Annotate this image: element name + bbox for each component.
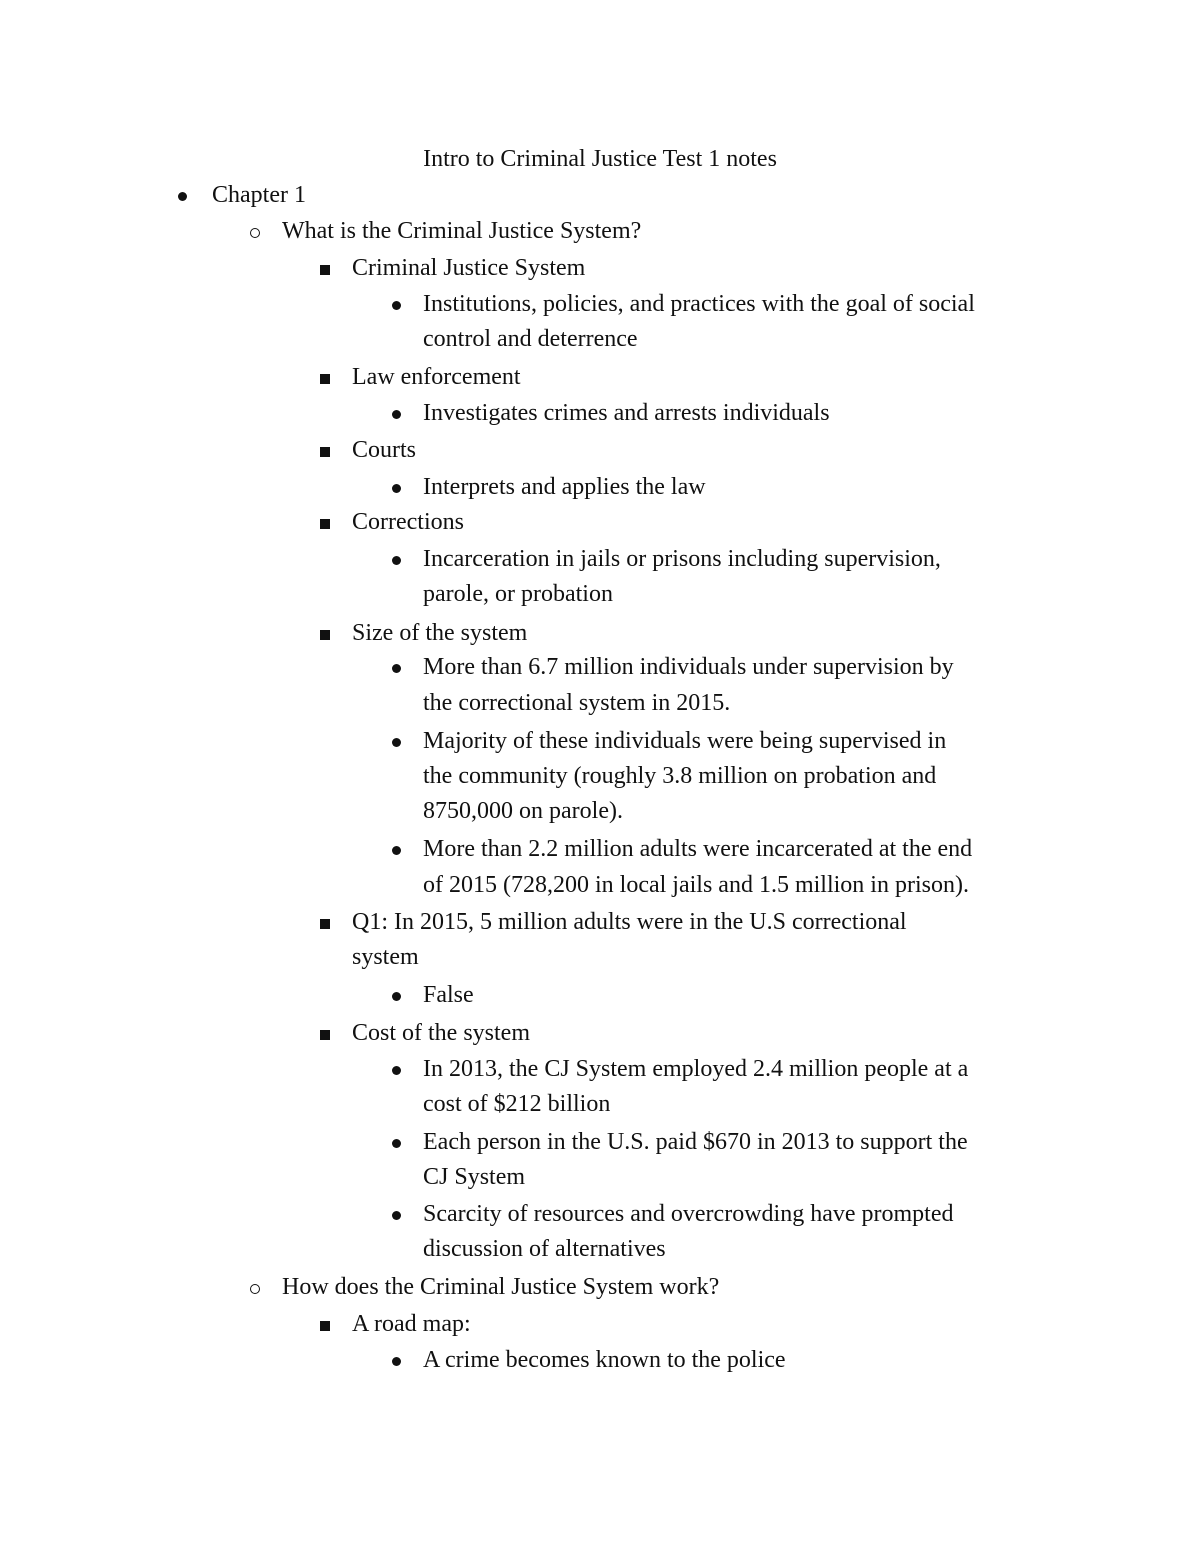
square-bullet-icon	[320, 630, 330, 640]
list-item-detail: Each person in the U.S. paid $670 in 2013 to support the	[423, 1129, 968, 1155]
list-item-detail: Majority of these individuals were being supervised in	[423, 728, 947, 754]
filled-circle-bullet-icon	[392, 738, 401, 747]
square-bullet-icon	[320, 519, 330, 529]
square-bullet-icon	[320, 447, 330, 457]
document-title: Intro to Criminal Justice Test 1 notes	[423, 146, 777, 172]
hollow-circle-bullet-icon	[250, 228, 260, 238]
list-item: Cost of the system	[352, 1020, 530, 1046]
filled-circle-bullet-icon	[392, 484, 401, 493]
list-item-detail: 8750,000 on parole).	[423, 798, 623, 824]
filled-circle-bullet-icon	[392, 992, 401, 1001]
list-item-detail: CJ System	[423, 1164, 526, 1190]
list-item-detail: More than 2.2 million adults were incarcerated at the end	[423, 836, 973, 862]
list-item-detail: Investigates crimes and arrests individuals	[423, 400, 830, 426]
list-item-detail: False	[423, 982, 474, 1008]
filled-circle-bullet-icon	[392, 1211, 401, 1220]
list-item: Law enforcement	[352, 364, 521, 390]
list-item-detail: the community (roughly 3.8 million on probation and	[423, 763, 937, 789]
filled-circle-bullet-icon	[392, 301, 401, 310]
square-bullet-icon	[320, 919, 330, 929]
hollow-circle-bullet-icon	[250, 1284, 260, 1294]
list-item: A road map:	[352, 1311, 471, 1337]
list-item-detail: cost of $212 billion	[423, 1091, 611, 1117]
filled-circle-bullet-icon	[392, 1139, 401, 1148]
list-item-detail: In 2013, the CJ System employed 2.4 million people at a	[423, 1056, 969, 1082]
list-item: system	[352, 944, 419, 970]
filled-circle-bullet-icon	[392, 1357, 401, 1366]
square-bullet-icon	[320, 1030, 330, 1040]
list-item-detail: the correctional system in 2015.	[423, 690, 731, 716]
filled-circle-bullet-icon	[392, 1066, 401, 1075]
list-item: Criminal Justice System	[352, 255, 586, 281]
list-item-detail: Incarceration in jails or prisons including supervision,	[423, 546, 941, 572]
list-item-detail: More than 6.7 million individuals under supervision by	[423, 654, 954, 680]
list-item-detail: discussion of alternatives	[423, 1236, 666, 1262]
chapter-heading: Chapter 1	[212, 182, 306, 208]
square-bullet-icon	[320, 374, 330, 384]
list-item-detail: Interprets and applies the law	[423, 474, 706, 500]
list-item-detail: Institutions, policies, and practices with the goal of social	[423, 291, 975, 317]
filled-circle-bullet-icon	[392, 846, 401, 855]
filled-circle-bullet-icon	[392, 664, 401, 673]
square-bullet-icon	[320, 265, 330, 275]
list-item-detail: control and deterrence	[423, 326, 638, 352]
list-item-detail: of 2015 (728,200 in local jails and 1.5 million in prison).	[423, 872, 969, 898]
filled-circle-bullet-icon	[392, 410, 401, 419]
section-heading: What is the Criminal Justice System?	[282, 218, 642, 244]
filled-circle-bullet-icon	[178, 192, 187, 201]
list-item: Corrections	[352, 509, 464, 535]
square-bullet-icon	[320, 1321, 330, 1331]
list-item-detail: A crime becomes known to the police	[423, 1347, 786, 1373]
list-item: Q1: In 2015, 5 million adults were in the U.S correctional	[352, 909, 907, 935]
filled-circle-bullet-icon	[392, 556, 401, 565]
list-item: Size of the system	[352, 620, 528, 646]
list-item-detail: parole, or probation	[423, 581, 613, 607]
list-item-detail: Scarcity of resources and overcrowding have prompted	[423, 1201, 954, 1227]
section-heading: How does the Criminal Justice System work?	[282, 1274, 720, 1300]
list-item: Courts	[352, 437, 417, 463]
